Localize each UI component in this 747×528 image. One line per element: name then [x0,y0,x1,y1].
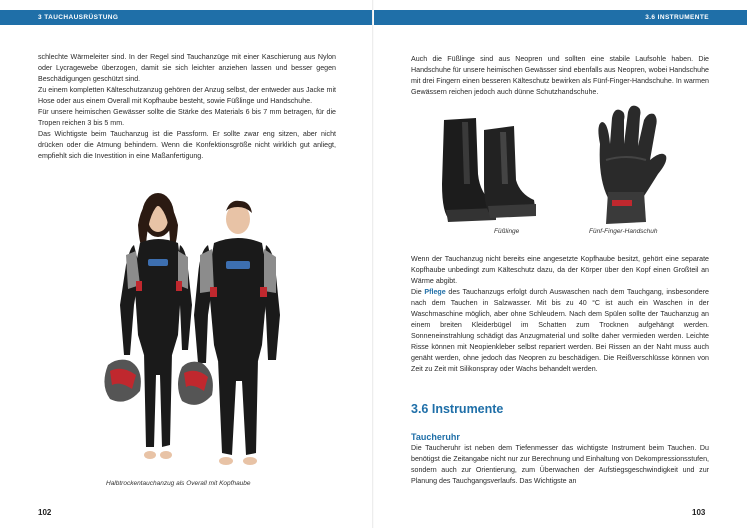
boots-caption: Füßlinge [494,228,520,235]
right-body-text [411,254,709,375]
right-intro-text: Auch die Füßlinge sind aus Neopren und sollten eine stabile Laufsohle haben. Die Handschuhe für unsere heimischen Gewässer sind ebenfalls aus Neopren, wobei Handschuhe mit drei Fingern einen besseren Kälteschutz bewirken als Fünf-Finger-Handschuhe. In warmen Gewässern reichen jedoch auch dünne Schutzhandschuhe. [411,55,709,96]
right-page [374,0,747,528]
diver-woman [104,193,192,459]
care-text: des Tauchanzugs erfolgt durch Auswaschen nach dem Tauchgang, insbesondere nach dem Tauchen in Salzwasser. Mit bis zu 40 °C ist auch ein Waschen in der Waschmaschine möglich, aber ohne Schleudern. Nach dem Spülen sollte der Tauchanzug an einem breiten Kleiderbügel im Schatten zum Trocknen aufgehängt werden. Sonneneinstrahlung schädigt das Anzugmaterial und sollte daher vermieden werden. Leichte Risse können mit Neopienkleber selbst repariert werden. Bei Rissen an der Naht muss auch genäht werden, ohne jedoch das Neopren zu beschädigen. Die Reißverschlüsse können von Zeit zu Zeit mit Silikonspray oder Wachs behandelt werden. [411,288,710,373]
subsection-title: Taucheruhr [411,432,460,442]
care-highlight: Pflege [424,288,446,296]
wetsuit-divers-photo [90,185,310,475]
photo-caption: Halbtrockentauchanzug als Overall mit Kopfhaube [106,480,251,487]
left-page [0,0,373,528]
page-number-right: 103 [692,508,706,517]
page-number-left: 102 [38,508,52,517]
section-title: 3.6 Instrumente [411,402,504,416]
care-paragraph [411,287,709,375]
diver-man [178,201,280,465]
paragraph: Für unsere heimischen Gewässer sollte die Stärke des Materials 6 bis 7 mm betragen, für die Tropen reichen 3 bis 5 mm. [38,108,336,127]
running-header-right: 3.6 INSTRUMENTE [374,10,747,25]
paragraph: Wenn der Tauchanzug nicht bereits eine angesetzte Kopfhaube besitzt, gehört eine separate Kopfhaube unbedingt zum Kälteschutz dazu, da der Körper über den Kopf einen Großteil an Wärme abgibt. [411,255,709,285]
paragraph: schlechte Wärmeleiter sind. In der Regel sind Tauchanzüge mit einer Kaschierung aus Nylon oder Lycragewebe überzogen, damit sie sich leichter anziehen lassen und besser gegen Beschädigungen geschützt sind. [38,53,336,83]
running-header-left: 3 TAUCHAUSRÜSTUNG [0,10,373,25]
neoprene-boots-photo [434,114,544,226]
watch-text: Die Taucheruhr ist neben dem Tiefenmesser das wichtigste Instrument beim Tauchen. Du benötigst die Zeitangabe nicht nur zur Berechnung und Einhaltung von Dekompressionsstufen, sondern auch zur Orientierung, zum Überwachen der Aufstiegsgeschwindigkeit und zur Planung des Tauchgangsverlaufs. Das Wichtigste an [411,444,709,485]
paragraph: Das Wichtigste beim Tauchanzug ist die Passform. Er sollte zwar eng sitzen, aber nicht drücken oder die Atmung behindern. Wenn die Konfektionsgröße nicht wirklich gut anliegt, empfiehlt sich die Investition in eine Maßanfertigung. [38,130,336,160]
left-body-text [38,52,336,162]
glove-caption: Fünf-Finger-Handschuh [589,228,658,235]
care-prefix: Die [411,288,425,296]
paragraph: Zu einem kompletten Kälteschutzanzug gehören der Anzug selbst, der entweder aus Jacke mit Hose oder aus einem Overall mit Kopfhaube besteht, sowie Füßlinge und Handschuhe. [38,86,336,105]
five-finger-glove-photo [586,104,670,226]
